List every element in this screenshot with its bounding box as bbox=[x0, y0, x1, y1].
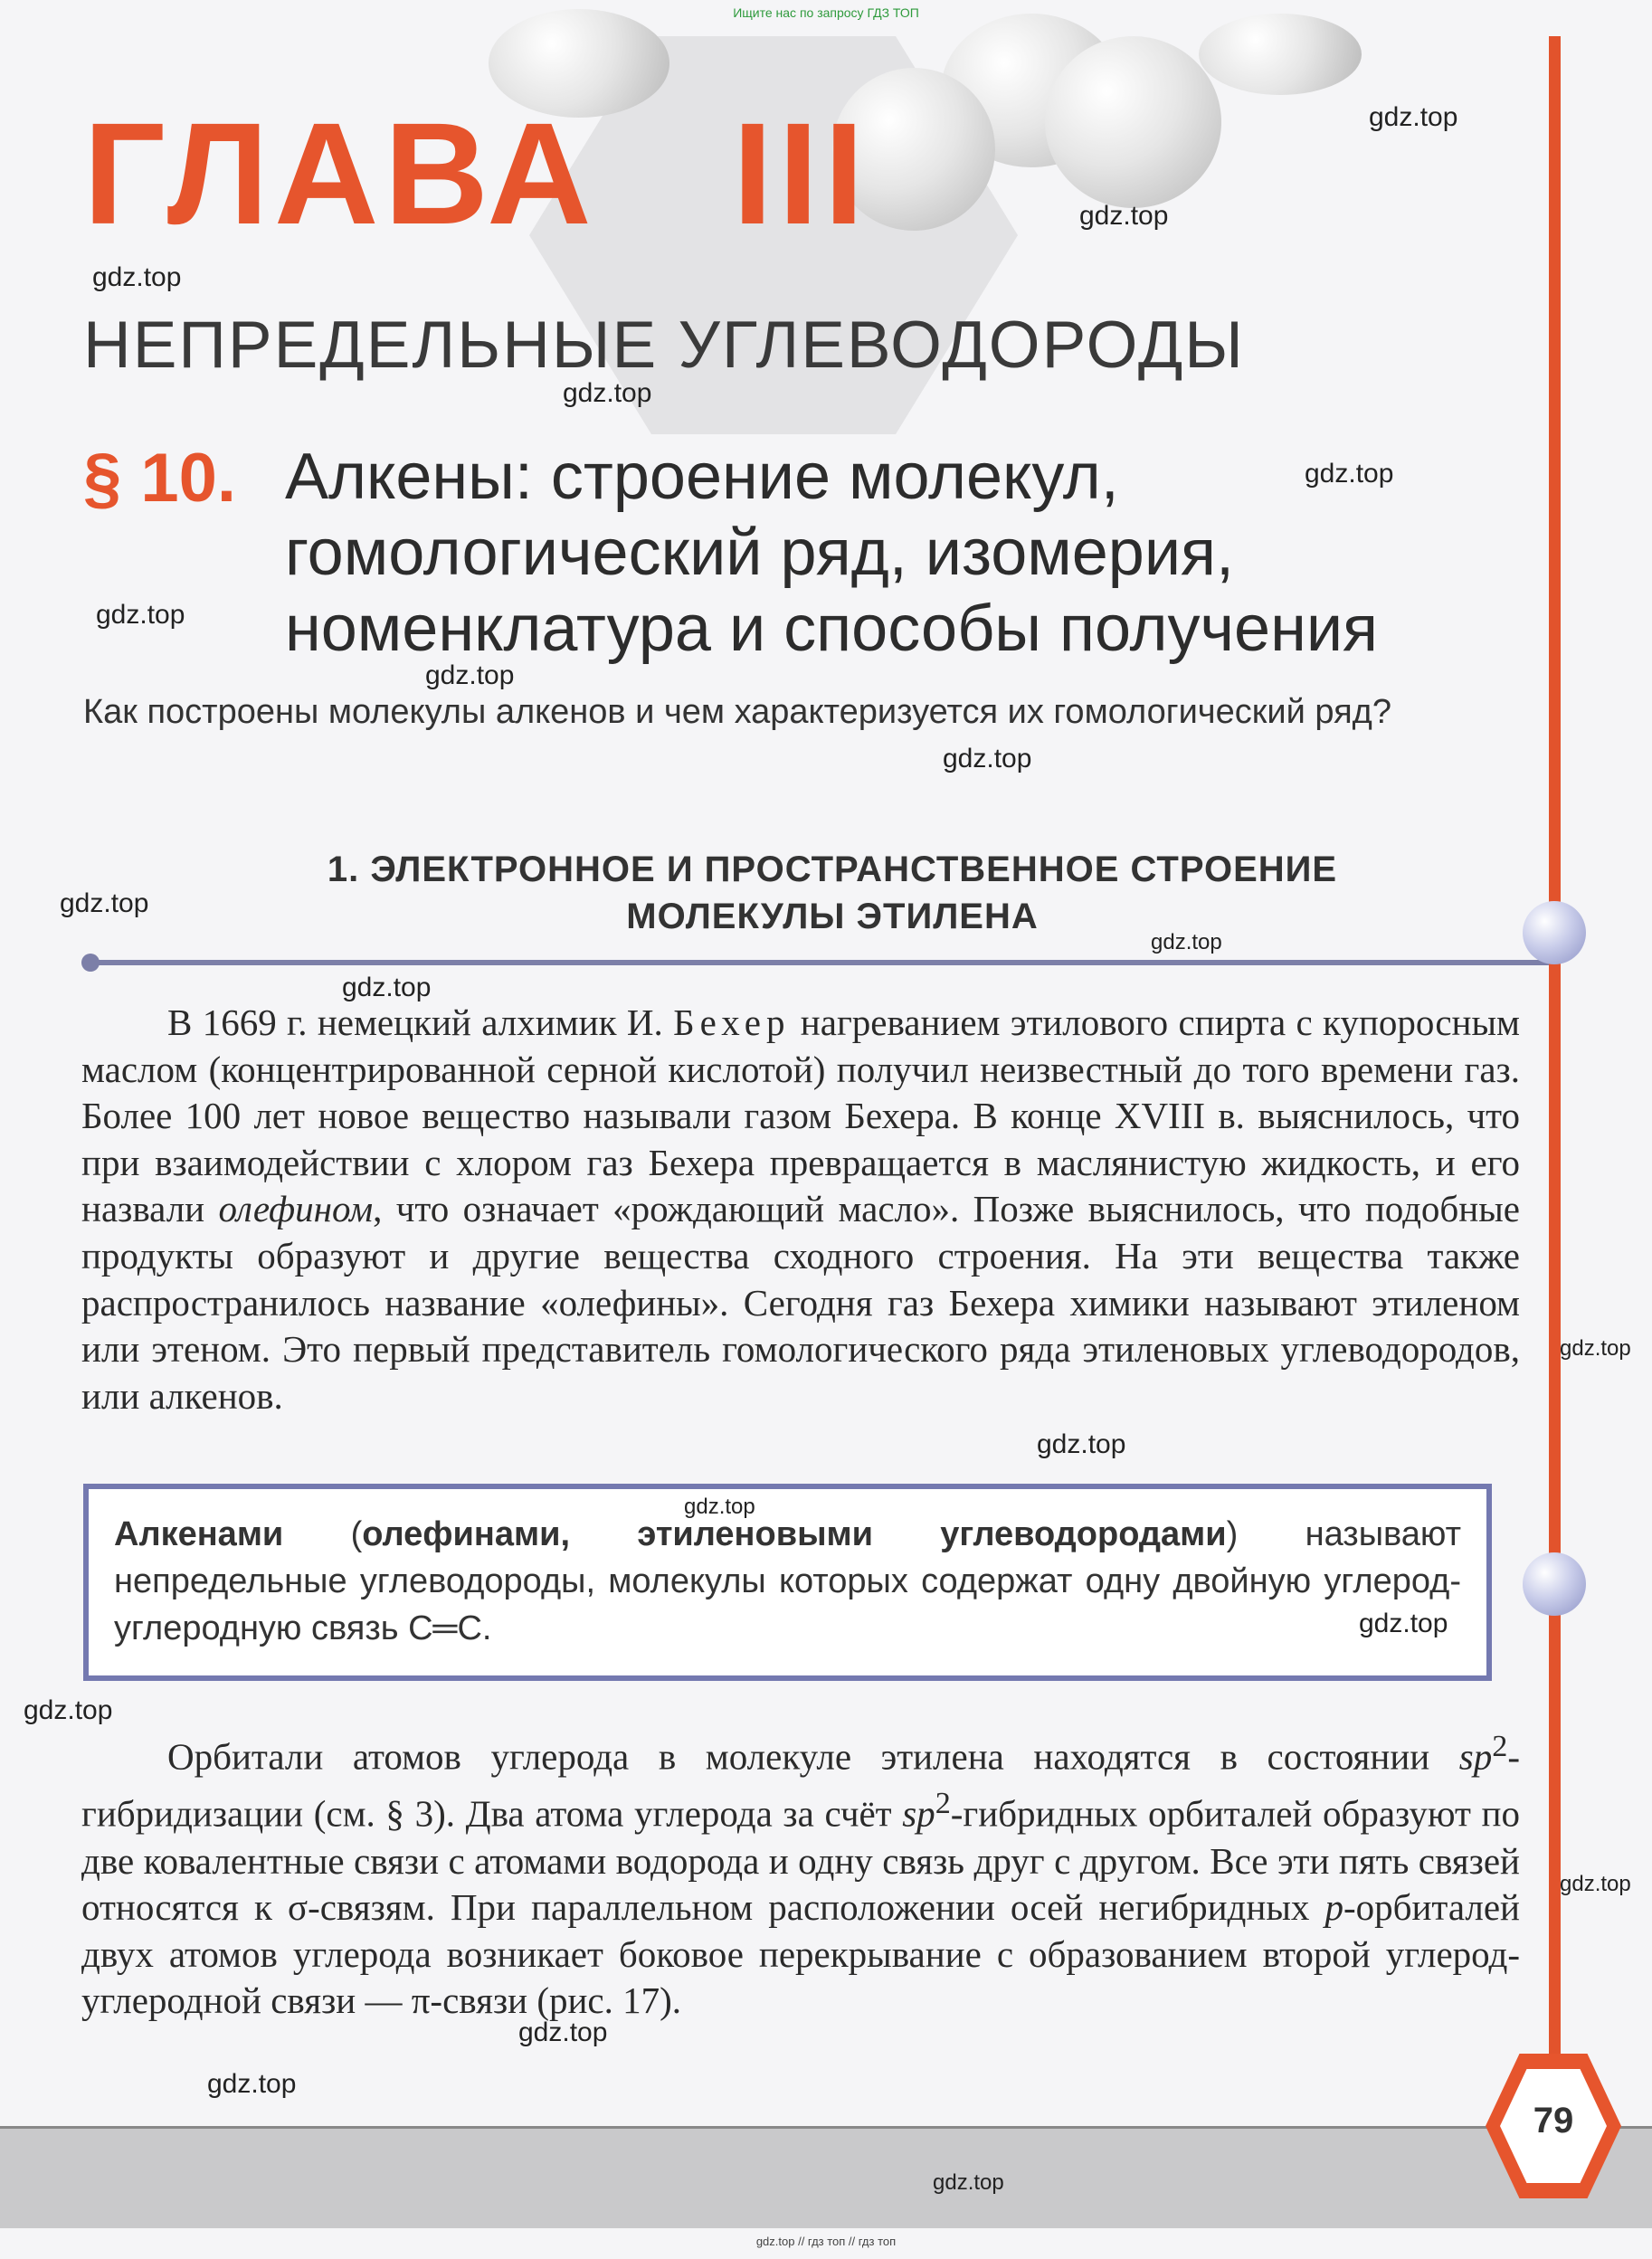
watermark: gdz.top bbox=[684, 1495, 755, 1519]
top-search-note: Ищите нас по запросу ГДЗ ТОП bbox=[733, 5, 919, 20]
paragraph-history bbox=[81, 1000, 1520, 1419]
watermark: gdz.top bbox=[96, 600, 185, 630]
watermark: gdz.top bbox=[1369, 102, 1458, 132]
paragraph-text: Орбитали атомов углерода в молекуле этилена находятся в состоянии bbox=[167, 1735, 1459, 1778]
divider-dot bbox=[81, 954, 100, 972]
definition-term: Алкенами bbox=[114, 1515, 284, 1553]
paragraph-text: , что означает «рождающий масло». Позже выяснилось, что подобные продукты образуют и другие вещества сходного строения. На эти вещества также распространилось название «олефины». Сегодня газ Бехера химики называют этиленом или этеном. Это первый представитель гомологического ряда этиленовых углеводородов, или алкенов. bbox=[81, 1188, 1520, 1417]
bottom-note: gdz.top // гдз топ // гдз топ bbox=[755, 2235, 897, 2248]
watermark: gdz.top bbox=[60, 888, 149, 918]
p-symbol: p bbox=[1324, 1886, 1343, 1929]
paragraph-text: -орбиталей двух атомов углерода возникает боковое перекрывание с образованием второй углерод-углеродной связи — π-связи (рис. 17). bbox=[81, 1886, 1520, 2022]
paragraph-orbitals bbox=[81, 1723, 1520, 2025]
term-olefin: олефином bbox=[218, 1188, 374, 1230]
watermark: gdz.top bbox=[1151, 930, 1222, 954]
paragraph-text: нагреванием этилового спирта с купоросным маслом (концентрированной серной кислотой) получил неизвестный до того времени газ. Более 100 лет новое вещество называли газом Бехера. В конце XVIII в. выяснилось, что при взаимодействии с хлором газ Бехера превращается в маслянистую жидкость, и его назвали bbox=[81, 1001, 1520, 1230]
sp-symbol: sp bbox=[1458, 1735, 1493, 1778]
watermark: gdz.top bbox=[207, 2069, 297, 2099]
subsection-heading bbox=[163, 846, 1502, 940]
section-number: § 10. bbox=[83, 440, 237, 517]
page-footer-band bbox=[0, 2126, 1652, 2228]
watermark: gdz.top bbox=[1037, 1429, 1126, 1459]
rail-ball-decoration bbox=[1523, 1552, 1586, 1616]
section-title-line: номенклатура и способы получения bbox=[285, 593, 1379, 665]
rail-ball-decoration bbox=[1523, 901, 1586, 964]
definition-synonyms: олефинами, этиленовыми углеводородами bbox=[362, 1515, 1227, 1553]
section-title-line: Алкены: строение молекул, bbox=[285, 441, 1119, 513]
heading-divider bbox=[90, 960, 1549, 965]
watermark: gdz.top bbox=[1560, 1336, 1631, 1361]
section-question: Как построены молекулы алкенов и чем характеризуется их гомологический ряд? bbox=[83, 693, 1391, 731]
superscript: 2 bbox=[935, 1787, 951, 1821]
watermark: gdz.top bbox=[24, 1695, 113, 1725]
watermark: gdz.top bbox=[92, 262, 182, 292]
chapter-subtitle: НЕПРЕДЕЛЬНЫЕ УГЛЕВОДОРОДЫ bbox=[83, 308, 1245, 382]
chapter-heading bbox=[83, 90, 869, 257]
subsection-heading-line: 1. ЭЛЕКТРОННОЕ И ПРОСТРАНСТВЕННОЕ СТРОЕНИЕ bbox=[327, 849, 1338, 889]
page-number: 79 bbox=[1533, 2101, 1574, 2140]
watermark: gdz.top bbox=[1359, 1609, 1448, 1638]
watermark: gdz.top bbox=[933, 2170, 1004, 2195]
molecule-ball-decoration bbox=[1045, 36, 1221, 208]
watermark: gdz.top bbox=[1305, 459, 1394, 489]
chapter-number: III bbox=[732, 92, 870, 254]
section-title bbox=[285, 439, 1378, 667]
molecule-ball-decoration bbox=[1199, 14, 1362, 95]
superscript: 2 bbox=[1492, 1730, 1508, 1763]
sp-symbol: sp bbox=[902, 1792, 935, 1835]
subsection-heading-line: МОЛЕКУЛЫ ЭТИЛЕНА bbox=[626, 897, 1039, 936]
watermark: gdz.top bbox=[425, 660, 515, 690]
watermark: gdz.top bbox=[943, 744, 1032, 774]
watermark: gdz.top bbox=[342, 973, 432, 1002]
person-name: Бехер bbox=[673, 1001, 791, 1043]
paragraph-text: -гибридных орбиталей образуют по две ковалентные связи с атомами водорода и одну связь друг с другом. Все эти пять связей относятся к σ-связям. При параллельном расположении осей негибридных bbox=[81, 1792, 1520, 1929]
watermark: gdz.top bbox=[1079, 201, 1169, 231]
watermark: gdz.top bbox=[518, 2017, 608, 2047]
definition-text: ( bbox=[283, 1515, 363, 1553]
watermark: gdz.top bbox=[563, 378, 652, 408]
definition-box bbox=[83, 1484, 1492, 1681]
watermark: gdz.top bbox=[1560, 1872, 1631, 1896]
right-margin-rail bbox=[1549, 36, 1561, 2054]
chapter-word: ГЛАВА bbox=[83, 92, 597, 254]
section-title-line: гомологический ряд, изомерия, bbox=[285, 517, 1235, 589]
definition-text: ) называют непредельные углеводороды, молекулы которых содержат одну двойную углерод-углеродную связь C═C. bbox=[114, 1515, 1462, 1647]
paragraph-text: В 1669 г. немецкий алхимик И. bbox=[167, 1001, 674, 1043]
paragraph-text: -гибридизации (см. § 3). Два атома углерода за счёт bbox=[81, 1735, 1520, 1835]
